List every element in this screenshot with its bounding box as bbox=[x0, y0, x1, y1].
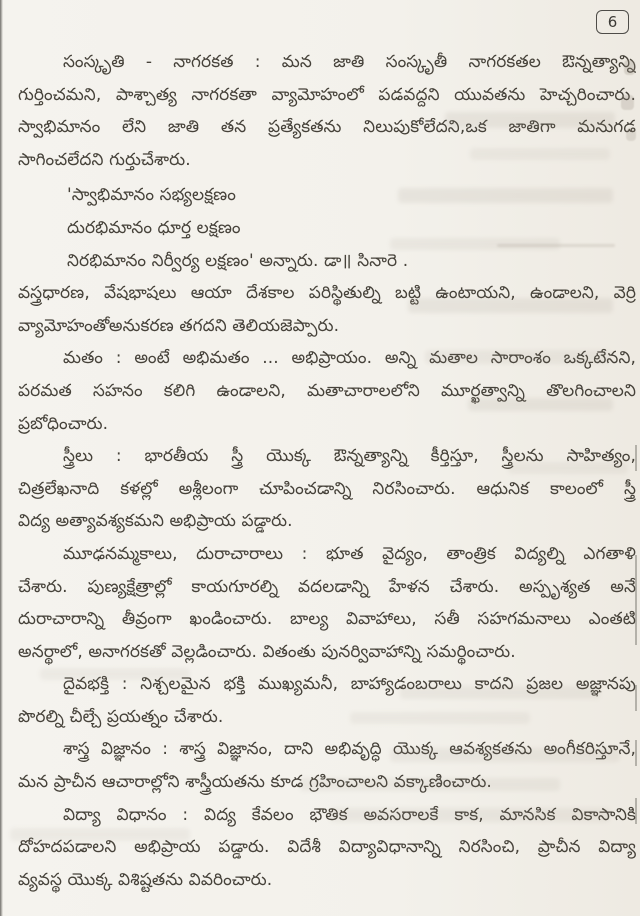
text-line: ప్రబోధించారు. bbox=[18, 413, 109, 434]
text-line: విద్య అత్యావశ్యకమని అభిప్రాయ పడ్డారు. bbox=[18, 511, 293, 532]
text-line: స్వాభిమానం లేని జాతి తన ప్రత్యేకతను నిలుపుకోలేదని,ఒక జాతిగా మనుగడ bbox=[18, 117, 636, 138]
text-line: వ్యామోహంతోఅనుకరణ తగదని తెలియజెప్పారు. bbox=[18, 315, 340, 336]
bleedthrough-smudge bbox=[468, 398, 613, 411]
bleedthrough-smudge bbox=[425, 350, 610, 364]
text-line: స్త్రీలు : భారతీయ స్త్రీ యొక్క ఔన్నత్యాన్ని కీర్తిస్తూ, స్త్రీలను సాహిత్యం, bbox=[63, 446, 636, 467]
text-line: దురాచారాన్ని తీవ్రంగా ఖండించారు. బాల్య వివాహాలు, సతీ సహగమనాలు ఎంతటి bbox=[18, 609, 636, 630]
bleedthrough-smudge bbox=[300, 778, 560, 791]
bleedthrough-smudge bbox=[10, 828, 190, 841]
text-line: గుర్తించమని, పాశ్చాత్య నాగరకతా వ్యామోహంలో పడవద్దని యువతను హెచ్చరించారు. bbox=[18, 84, 636, 105]
bleedthrough-smudge bbox=[398, 188, 613, 203]
text-line: అనర్థాలో, అనాగరకతో వెల్లడించారు. వితంతు పునర్వివాహాన్ని సమర్థించారు. bbox=[18, 641, 516, 662]
text-line: విద్యా విధానం : విద్య కేవలం భౌతిక అవసరాలకే కాక, మానసిక వికాసానికి bbox=[63, 804, 636, 825]
bleedthrough-smudge bbox=[350, 712, 530, 724]
page-edge-mark bbox=[635, 685, 637, 711]
bleedthrough-smudge bbox=[330, 808, 610, 822]
text-line: వస్త్రధారణ, వేషభాషలు ఆయా దేశకాల పరిస్థితుల్ని బట్టి ఉంటాయని, ఉండాలని, వెర్రి bbox=[18, 283, 636, 304]
bleedthrough-smudge bbox=[445, 112, 615, 128]
page-number-badge bbox=[596, 10, 629, 34]
page-edge-mark bbox=[635, 740, 637, 766]
bleedthrough-smudge bbox=[390, 748, 620, 762]
text-line: వ్యవస్థ యొక్క విశిష్టతను వివరించారు. bbox=[18, 869, 273, 890]
text-line: మూఢనమ్మకాలు, దురాచారాలు : భూత వైద్యం, తాంత్రిక విద్యల్ని ఎగతాళి bbox=[63, 543, 636, 564]
bleedthrough-smudge bbox=[508, 462, 628, 474]
bleedthrough-smudge bbox=[470, 148, 610, 160]
text-line: చిత్రలేఖనాది కళల్లో అశ్లీలంగా చూపించడాన్ని నిరసించారు. ఆధునిక కాలంలో స్త్రీ bbox=[18, 478, 636, 499]
page-edge-mark bbox=[635, 555, 637, 645]
bleedthrough-smudge bbox=[626, 128, 636, 141]
text-line: నిరభిమానం నిర్వీర్య లక్షణం' అన్నారు. డా॥ సినారె . bbox=[67, 250, 409, 271]
text-line: సంస్కృతి - నాగరకత : మన జాతి సంస్కృతీ నాగరకతల ఔన్నత్యాన్ని bbox=[63, 52, 636, 72]
bleedthrough-smudge bbox=[40, 668, 190, 680]
text-line: శాస్త్ర విజ్ఞానం : శాస్త్ర విజ్ఞానం, దాని అభివృద్ధి యొక్క ఆవశ్యకతను అంగీకరిస్తూనే, bbox=[63, 739, 636, 760]
text-line: పరమత సహనం కలిగి ఉండాలని, మతాచారాలలోని మూర్ఖత్వాన్ని తొలగించాలని bbox=[18, 380, 636, 401]
text-line: పొరల్ని చీల్చే ప్రయత్నం చేశారు. bbox=[18, 706, 224, 727]
bleedthrough-smudge bbox=[408, 298, 613, 313]
text-line: సాగించలేదని గుర్తుచేశారు. bbox=[18, 149, 191, 170]
text-line: మతం : అంటే అభిమతం ... అభిప్రాయం. అన్ని మతాల సారాంశం ఒక్కటేనని, bbox=[63, 348, 636, 369]
text-line: దోహదపడాలని అభిప్రాయ పడ్డారు. విదేశీ విద్యావిధానాన్ని నిరసించి, ప్రాచీన విద్యా bbox=[18, 837, 636, 858]
text-line: దురభిమానం ధూర్త లక్షణం bbox=[67, 217, 241, 238]
text-line: 'స్వాభిమానం సభ్యలక్షణం bbox=[67, 185, 236, 206]
page-number: 6 bbox=[607, 13, 618, 31]
bleedthrough-smudge bbox=[624, 60, 635, 75]
page-edge-mark bbox=[635, 798, 637, 824]
scan-edge bbox=[0, 0, 3, 916]
bleedthrough-smudge bbox=[621, 95, 634, 110]
bleedthrough-smudge bbox=[400, 686, 600, 699]
bleedthrough-smudge bbox=[497, 244, 615, 247]
text-line: చేశారు. పుణ్యక్షేత్రాల్లో కాయగూరల్ని వదలడాన్ని హేళన చేశారు. అస్పృశ్యత అనే bbox=[18, 576, 636, 597]
text-line: మన ప్రాచీన ఆచారాల్లోని శాస్త్రీయతను కూడ గ్రహించాలని వక్కాణించారు. bbox=[18, 772, 492, 793]
text-line: దైవభక్తి : నిశ్చలమైన భక్తి ముఖ్యమనీ, బాహ్యాడంబరాలు కాదని ప్రజల అజ్ఞానపు bbox=[63, 674, 636, 695]
page-edge-mark bbox=[635, 445, 637, 471]
